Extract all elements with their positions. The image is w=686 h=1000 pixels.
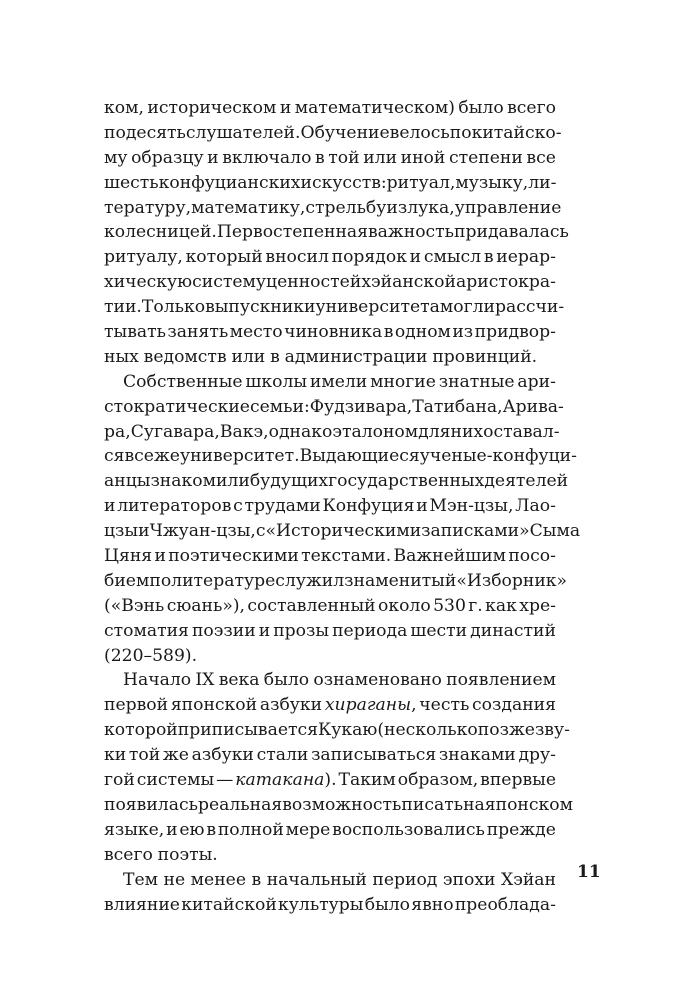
text-line: (220–589). (104, 645, 198, 666)
paragraph (104, 668, 573, 867)
text-line: ритуалу, который вносил порядок и смысл в иерар- (104, 247, 556, 268)
text-line: му образцу и включало в той или иной степени все (104, 147, 556, 168)
text-line: хическую систему ценностей хэйанской аристокра- (104, 272, 556, 293)
page-number: 11 (577, 862, 601, 882)
text-line: цзы и Чжуан-цзы, с «Историческими записками» Сыма (104, 521, 581, 542)
text-line: ком, историческом и математическом) было всего (104, 98, 556, 118)
text-line: и литераторов с трудами Конфуция и Мэн-цзы, Лао- (104, 496, 556, 517)
text-line: по десять слушателей. Обучение велось по китайско- (104, 122, 562, 143)
paragraph (104, 868, 556, 918)
text-line: которой приписывается Кукаю (несколько позже зву- (104, 720, 570, 741)
text-line: первой японской азбуки хираганы, честь создания (104, 695, 556, 716)
text-line: гой системы — катакана). Таким образом, впервые (104, 770, 556, 791)
text-line: тературу, математику, стрельбу из лука, управление (104, 197, 562, 218)
text-line: («Вэнь сюань»), составленный около 530 г. как хре- (104, 595, 556, 616)
text-line: всего поэты. (104, 844, 218, 865)
text-line: Начало IX века было ознаменовано появлением (123, 670, 556, 691)
text-line: появилась реальная возможность писать на японском (104, 794, 573, 815)
text-line: Тем не менее в начальный период эпохи Хэйан (123, 869, 556, 890)
text-line: ра, Сугавара, Вакэ, однако эталоном для них оставал- (104, 421, 560, 442)
body-text (104, 96, 581, 917)
text-line: влияние китайской культуры было явно преоблада- (104, 894, 556, 915)
text-line: бием по литературе служил знаменитый «Изборник» (104, 570, 568, 591)
text-line: тии. Только выпускники университета могли рассчи- (104, 297, 565, 318)
paragraph (104, 370, 581, 669)
text-line: Собственные школы имели многие знатные ари- (123, 371, 556, 392)
text-line: шесть конфуцианских искусств: ритуал, музыку, ли- (104, 172, 557, 193)
text-line: колесницей. Первостепенная важность придавалась (104, 222, 569, 243)
text-line: тывать занять место чиновника в одном из придвор- (104, 322, 556, 343)
text-line: ных ведомств или в администрации провинций. (104, 346, 538, 367)
text-line: стократические семьи: Фудзивара, Татибана, Арива- (104, 396, 564, 417)
paragraph (104, 96, 569, 370)
text-line: ся все же университет. Выдающиеся ученые-конфуци- (104, 446, 577, 467)
text-line: Цяня и поэтическими текстами. Важнейшим посо- (104, 546, 556, 567)
text-line: стоматия поэзии и прозы периода шести династий (104, 620, 556, 641)
text-line: анцы знакомили будущих государственных деятелей (104, 471, 569, 492)
text-line: языке, и ею в полной мере воспользовались прежде (104, 819, 556, 840)
text-line: ки той же азбуки стали записываться знаками дру- (104, 745, 556, 766)
